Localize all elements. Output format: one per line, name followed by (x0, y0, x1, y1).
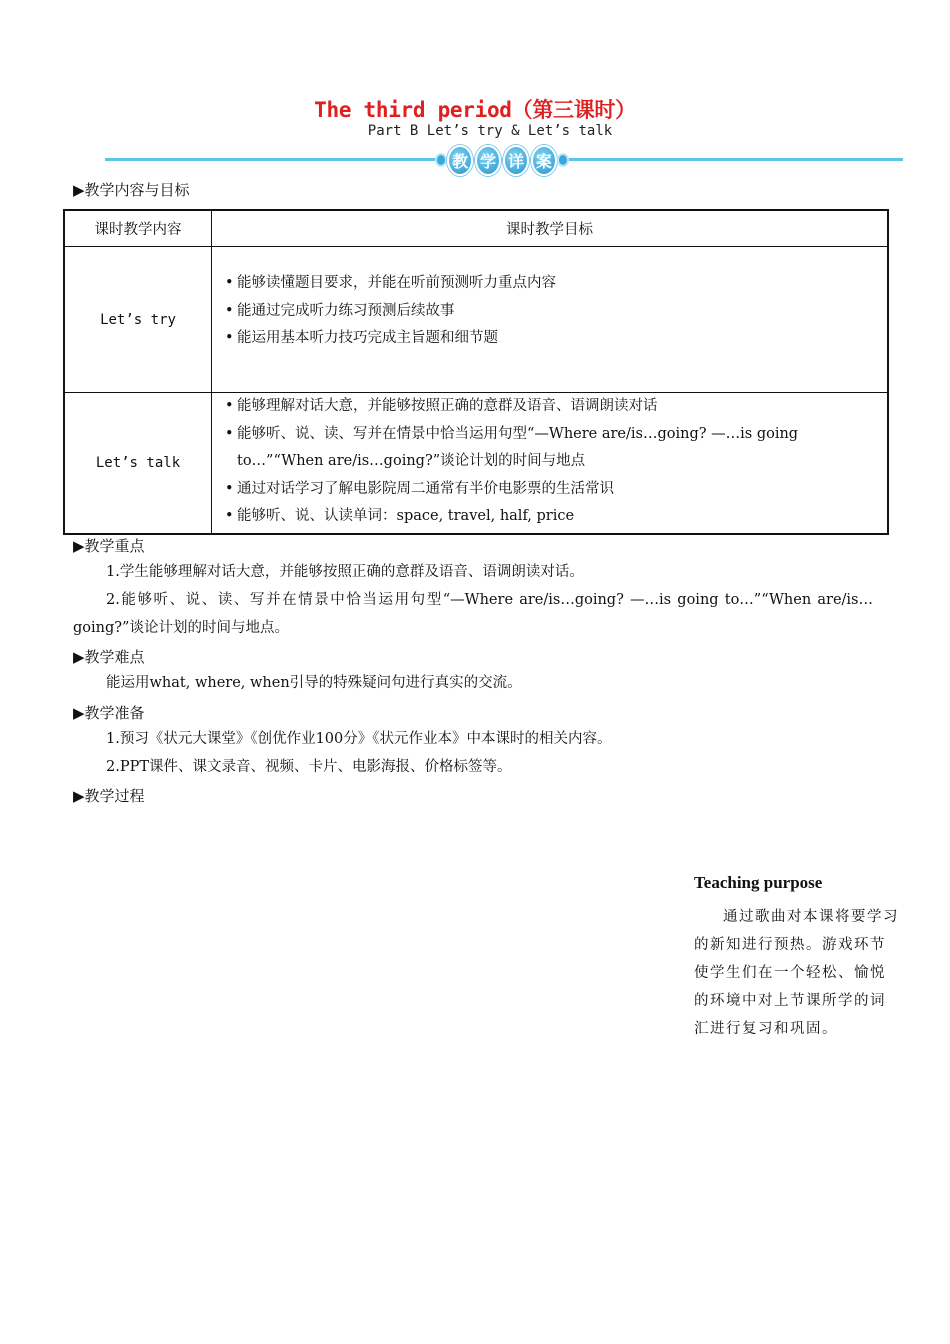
preparation-item: 1.预习《状元大课堂》《创优作业100分》《状元作业本》中本课时的相关内容。 (106, 731, 612, 747)
table-cell-content: Let’s try (64, 247, 212, 393)
list-item: • 能够听、说、读、写并在情景中恰当运用句型“—Where are/is…going? —…is going to…”“When are/is…going?”谈论计划的时间与地点 (225, 421, 846, 476)
page-subtitle: Part B Let’s try & Let’s talk (367, 123, 613, 139)
banner-left-cap (437, 155, 445, 165)
teaching-purpose-heading: Teaching purpose (694, 873, 823, 892)
table-header-goals: 课时教学目标 (212, 210, 889, 247)
table-row (64, 247, 888, 393)
key-point-1: 1.学生能够理解对话大意，并能够按照正确的意群及语音、语调朗读对话。 (106, 564, 584, 580)
list-item: • 能够理解对话大意，并能够按照正确的意群及语音、语调朗读对话 (225, 393, 846, 421)
preparation-item: 2.PPT课件、课文录音、视频、卡片、电影海报、价格标签等。 (106, 759, 512, 775)
key-point-2: 2.能够听、说、读、写并在情景中恰当运用句型“—Where are/is…going? —…is going to…”“When are/is…going?”谈论计划的时间与地点。 (73, 592, 873, 636)
banner-char: 案 (531, 145, 557, 176)
goals-table (63, 209, 889, 535)
section-heading-content-goals: ▶教学内容与目标 (73, 181, 190, 199)
banner-char: 详 (503, 145, 529, 176)
section-banner (437, 143, 567, 177)
table-header-content: 课时教学内容 (64, 210, 212, 247)
banner-char: 学 (475, 145, 501, 176)
table-header-row (64, 210, 888, 247)
teaching-purpose-box (694, 873, 899, 1043)
goal-list (213, 393, 886, 531)
section-heading-process: ▶教学过程 (73, 787, 145, 805)
difficulty-text: 能运用what, where, when引导的特殊疑问句进行真实的交流。 (106, 675, 522, 691)
banner-right-cap (559, 155, 567, 165)
section-heading-key-points: ▶教学重点 (73, 537, 145, 555)
list-item: • 能够读懂题目要求，并能在听前预测听力重点内容 (225, 270, 886, 298)
list-item: • 能运用基本听力技巧完成主旨题和细节题 (225, 325, 886, 353)
teaching-purpose-body: 通过歌曲对本课将要学习的新知进行预热。游戏环节使学生们在一个轻松、愉悦的环境中对上节课所学的词汇进行复习和巩固。 (694, 909, 899, 1037)
banner-char: 教 (447, 145, 473, 176)
list-item: • 能通过完成听力练习预测后续故事 (225, 298, 886, 326)
goal-list (213, 270, 886, 353)
table-row (64, 393, 888, 535)
list-item: • 通过对话学习了解电影院周二通常有半价电影票的生活常识 (225, 476, 846, 504)
page-title: The third period（第三课时） (314, 98, 636, 122)
list-item: • 能够听、说、认读单词：space, travel, half, price (225, 503, 846, 531)
table-cell-content: Let’s talk (64, 393, 212, 535)
section-heading-preparation: ▶教学准备 (73, 704, 145, 722)
section-heading-difficulties: ▶教学难点 (73, 648, 145, 666)
